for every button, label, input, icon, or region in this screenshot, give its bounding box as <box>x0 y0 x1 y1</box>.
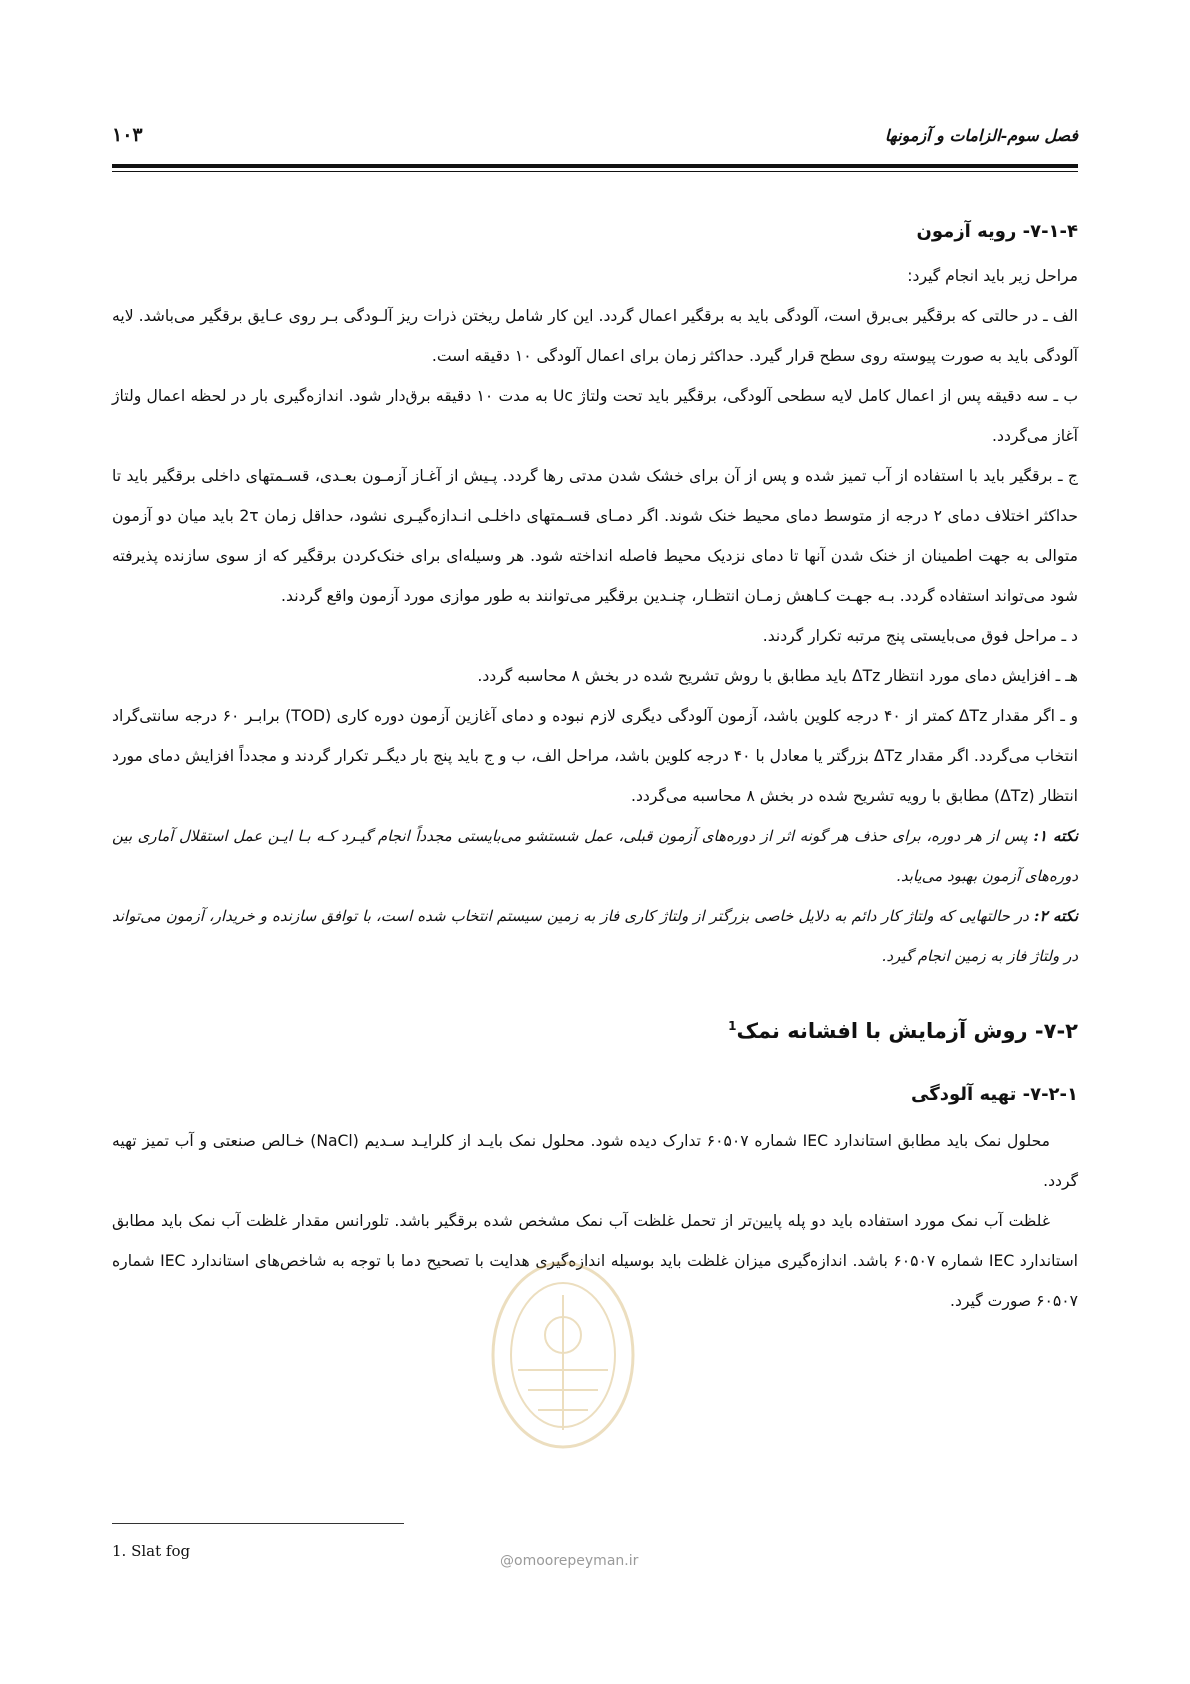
section-741-heading: ۷-۱-۴- رویه آزمون <box>916 221 1078 242</box>
section-721-paragraph-1: محلول نمک باید مطابق استاندارد IEC شماره ۶۰۵۰۷ تدارک دیده شود. محلول نمک بایـد از کلرایـد سـدیم (NaCl) خـالص صنعتی و آب تمیز تهیه گردد. <box>112 1132 1078 1190</box>
paragraph-be: ب ـ سه دقیقه پس از اعمال کامل لایه سطحی آلودگی، برقگیر باید تحت ولتاژ Uc به مدت ۱۰ دقیقه برق‌دار شود. اندازه‌گیری بار در لحظه اعمال ولتاژ آغاز می‌گردد. <box>112 387 1078 445</box>
watermark-url-text: omoorepeyman.ir <box>514 1553 639 1569</box>
section-72-heading-text: ۷-۲- روش آزمایش با افشانه نمک <box>736 1019 1078 1043</box>
paragraph-vav: و ـ اگر مقدار ΔTz کمتر از ۴۰ درجه کلوین باشد، آزمون آلودگی دیگری لازم نبوده و دمای آغازین آزمون دوره کاری (TOD) برابـر ۶۰ درجه سانتی‌گراد انتخاب می‌گردد. اگر مقدار ΔTz بزرگتر یا معادل با ۴۰ درجه کلوین باشد، مراحل الف، ب و ج باید پنج بار دیگـر تکرار گردند و مجدداً افزایش دمای مورد انتظار (ΔTz) مطابق با رویه تشریح شده در بخش ۸ محاسبه می‌گردد. <box>112 707 1078 805</box>
note-1 <box>112 816 1078 896</box>
header-rule-thick <box>112 164 1078 168</box>
footnote: 1. Slat fog <box>112 1542 191 1560</box>
paragraph-he: هـ ـ افزایش دمای مورد انتظار ΔTz باید مطابق با روش تشریح شده در بخش ۸ محاسبه گردد. <box>477 667 1078 685</box>
footnote-rule <box>112 1523 404 1524</box>
section-741-intro: مراحل زیر باید انجام گیرد: <box>907 267 1078 285</box>
note-1-text: پس از هر دوره، برای حذف هر گونه اثر از دوره‌های آزمون قبلی، عمل شستشو می‌بایستی مجدداً انجام گیـرد کـه بـا ایـن عمل استقلال آماری بین دوره‌های آزمون بهبود می‌یابد. <box>112 827 1078 885</box>
chapter-title: فصل سوم-الزامات و آزمونها <box>884 126 1078 145</box>
paragraph-dal: د ـ مراحل فوق می‌بایستی پنج مرتبه تکرار گردند. <box>762 627 1078 645</box>
watermark-url: @omoorepeyman.ir <box>500 1553 639 1569</box>
note-2 <box>112 896 1078 976</box>
section-721-paragraph-2: غلظت آب نمک مورد استفاده باید دو پله پایین‌تر از تحمل غلظت آب نمک مشخص شده برقگیر باشد. تلورانس مقدار غلظت آب نمک باید مطابق استاندارد IEC شماره ۶۰۵۰۷ باشد. اندازه‌گیری میزان غلظت باید بوسیله اندازه‌گیری هدایت با تصحیح دما با توجه به شاخص‌های استاندارد IEC شماره ۶۰۵۰۷ صورت گیرد. <box>112 1212 1078 1310</box>
paragraph-jim: ج ـ برقگیر باید با استفاده از آب تمیز شده و پس از آن برای خشک شدن مدتی رها گردد. پـیش از آغـاز آزمـون بعـدی، قسـمتهای داخلی برقگیر باید تا حداکثر اختلاف دمای ۲ درجه از متوسط دمای محیط خنک شوند. اگر دمـای قسـمتهای داخلـی انـدازه‌گیـری نشود، حداقل زمان 2τ باید میان دو آزمون متوالی به جهت اطمینان از خنک شدن آنها تا دمای نزدیک محیط فاصله انداخته شود. هر وسیله‌ای برای خنک‌کردن برقگیر که از سوی سازنده پذیرفته شود می‌تواند استفاده گردد. بـه جهـت کـاهش زمـان انتظـار، چنـدین برقگیر می‌توانند به طور موازی مورد آزمون واقع گردند. <box>112 467 1078 605</box>
section-721-heading: ۷-۲-۱- تهیه آلودگی <box>911 1084 1078 1105</box>
footnote-marker: 1 <box>728 1019 737 1033</box>
note-1-label: نکته ۱: <box>1033 827 1078 845</box>
page-header <box>112 122 1078 162</box>
page-body <box>112 212 1078 1321</box>
page-number: ۱۰۳ <box>112 124 143 146</box>
header-rule-thin <box>112 171 1078 172</box>
note-2-text: در حالتهایی که ولتاژ کار دائم به دلایل خاصی بزرگتر از ولتاژ کاری فاز به زمین سیستم انتخاب شده است، با توافق سازنده و خریدار، آزمون می‌تواند در ولتاژ فاز به زمین انجام گیرد. <box>112 907 1078 965</box>
note-2-label: نکته ۲: <box>1033 907 1079 925</box>
section-72-heading <box>112 1006 1078 1051</box>
paragraph-alef: الف ـ در حالتی که برقگیر بی‌برق است، آلودگی باید به برقگیر اعمال گردد. این کار شامل ریختن ذرات ریز آلـودگی بـر روی عـایق برقگیر می‌باشد. لایه آلودگی باید به صورت پیوسته روی سطح قرار گیرد. حداکثر زمان برای اعمال آلودگی ۱۰ دقیقه است. <box>112 307 1078 365</box>
